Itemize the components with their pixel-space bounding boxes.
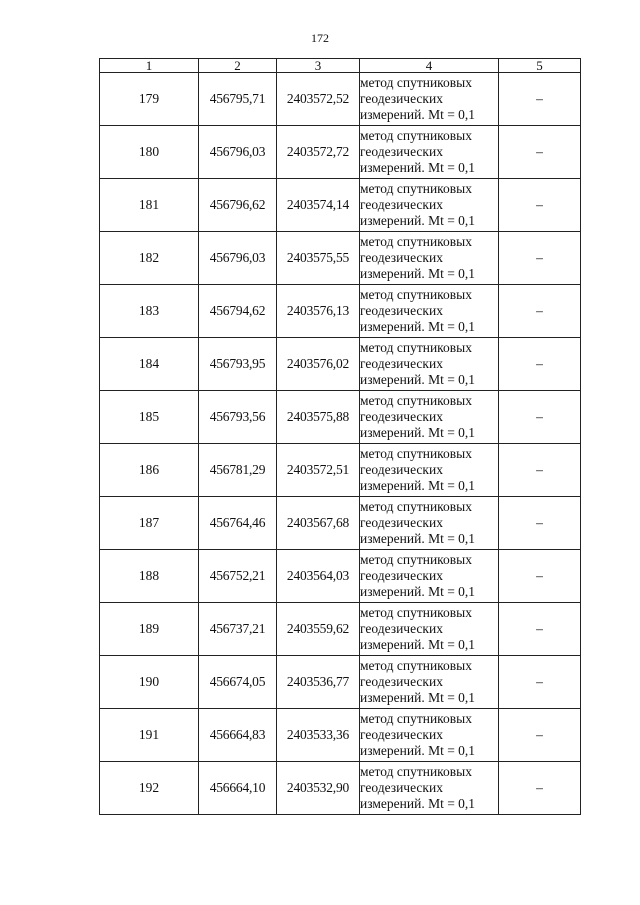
x-coordinate-cell: 456764,46	[199, 497, 277, 550]
method-cell	[360, 179, 499, 232]
method-line: метод спутниковых	[360, 446, 472, 461]
method-line: геодезических	[360, 356, 443, 371]
note-cell: –	[499, 73, 581, 126]
note-cell: –	[499, 391, 581, 444]
point-number-cell: 187	[100, 497, 199, 550]
point-number-cell: 188	[100, 550, 199, 603]
method-line: метод спутниковых	[360, 499, 472, 514]
header-row	[100, 59, 581, 73]
header-col-2: 2	[199, 59, 277, 73]
method-line: метод спутниковых	[360, 128, 472, 143]
method-line: метод спутниковых	[360, 711, 472, 726]
point-number-cell: 182	[100, 232, 199, 285]
method-line: геодезических	[360, 515, 443, 530]
table-row	[100, 603, 581, 656]
method-line: измерений. Mt = 0,1	[360, 160, 476, 175]
point-number-cell: 179	[100, 73, 199, 126]
point-number-cell: 181	[100, 179, 199, 232]
page-number: 172	[311, 31, 329, 45]
method-line: геодезических	[360, 197, 443, 212]
method-cell	[360, 232, 499, 285]
method-line: измерений. Mt = 0,1	[360, 266, 476, 281]
method-line: метод спутниковых	[360, 181, 472, 196]
y-coordinate-cell: 2403532,90	[277, 762, 360, 815]
method-line: геодезических	[360, 91, 443, 106]
method-line: измерений. Mt = 0,1	[360, 743, 476, 758]
method-cell	[360, 391, 499, 444]
note-cell: –	[499, 444, 581, 497]
point-number-cell: 185	[100, 391, 199, 444]
x-coordinate-cell: 456674,05	[199, 656, 277, 709]
table-body	[100, 73, 581, 815]
method-line: измерений. Mt = 0,1	[360, 690, 476, 705]
method-line: измерений. Mt = 0,1	[360, 584, 476, 599]
point-number-cell: 186	[100, 444, 199, 497]
note-cell: –	[499, 709, 581, 762]
note-cell: –	[499, 603, 581, 656]
x-coordinate-cell: 456794,62	[199, 285, 277, 338]
y-coordinate-cell: 2403575,88	[277, 391, 360, 444]
y-coordinate-cell: 2403572,51	[277, 444, 360, 497]
note-cell: –	[499, 762, 581, 815]
y-coordinate-cell: 2403574,14	[277, 179, 360, 232]
method-cell	[360, 285, 499, 338]
table-row	[100, 391, 581, 444]
method-cell	[360, 550, 499, 603]
method-cell	[360, 444, 499, 497]
method-line: геодезических	[360, 568, 443, 583]
method-line: измерений. Mt = 0,1	[360, 531, 476, 546]
point-number-cell: 189	[100, 603, 199, 656]
x-coordinate-cell: 456796,62	[199, 179, 277, 232]
method-line: метод спутниковых	[360, 605, 472, 620]
note-cell: –	[499, 179, 581, 232]
note-cell: –	[499, 126, 581, 179]
table-row	[100, 232, 581, 285]
method-line: геодезических	[360, 303, 443, 318]
method-line: измерений. Mt = 0,1	[360, 319, 476, 334]
method-line: метод спутниковых	[360, 764, 472, 779]
method-line: геодезических	[360, 674, 443, 689]
method-line: измерений. Mt = 0,1	[360, 372, 476, 387]
method-line: метод спутниковых	[360, 287, 472, 302]
note-cell: –	[499, 550, 581, 603]
table-row	[100, 709, 581, 762]
note-cell: –	[499, 497, 581, 550]
method-line: геодезических	[360, 462, 443, 477]
header-col-5: 5	[499, 59, 581, 73]
method-line: измерений. Mt = 0,1	[360, 213, 476, 228]
y-coordinate-cell: 2403572,72	[277, 126, 360, 179]
y-coordinate-cell: 2403536,77	[277, 656, 360, 709]
method-line: геодезических	[360, 780, 443, 795]
x-coordinate-cell: 456664,10	[199, 762, 277, 815]
method-line: метод спутниковых	[360, 340, 472, 355]
method-cell	[360, 709, 499, 762]
method-line: геодезических	[360, 250, 443, 265]
point-number-cell: 190	[100, 656, 199, 709]
coordinates-table	[99, 58, 581, 815]
note-cell: –	[499, 232, 581, 285]
y-coordinate-cell: 2403533,36	[277, 709, 360, 762]
x-coordinate-cell: 456737,21	[199, 603, 277, 656]
method-line: геодезических	[360, 727, 443, 742]
header-col-4: 4	[360, 59, 499, 73]
point-number-cell: 192	[100, 762, 199, 815]
method-line: метод спутниковых	[360, 234, 472, 249]
y-coordinate-cell: 2403576,13	[277, 285, 360, 338]
method-line: метод спутниковых	[360, 393, 472, 408]
table-row	[100, 338, 581, 391]
x-coordinate-cell: 456796,03	[199, 126, 277, 179]
note-cell: –	[499, 338, 581, 391]
method-line: измерений. Mt = 0,1	[360, 107, 476, 122]
method-line: измерений. Mt = 0,1	[360, 478, 476, 493]
method-cell	[360, 73, 499, 126]
y-coordinate-cell: 2403559,62	[277, 603, 360, 656]
x-coordinate-cell: 456793,95	[199, 338, 277, 391]
method-line: метод спутниковых	[360, 75, 472, 90]
x-coordinate-cell: 456664,83	[199, 709, 277, 762]
point-number-cell: 184	[100, 338, 199, 391]
method-cell	[360, 126, 499, 179]
y-coordinate-cell: 2403567,68	[277, 497, 360, 550]
method-line: измерений. Mt = 0,1	[360, 796, 476, 811]
x-coordinate-cell: 456793,56	[199, 391, 277, 444]
table-row	[100, 656, 581, 709]
method-cell	[360, 603, 499, 656]
method-line: метод спутниковых	[360, 552, 472, 567]
method-line: измерений. Mt = 0,1	[360, 637, 476, 652]
point-number-cell: 183	[100, 285, 199, 338]
method-cell	[360, 338, 499, 391]
y-coordinate-cell: 2403564,03	[277, 550, 360, 603]
x-coordinate-cell: 456795,71	[199, 73, 277, 126]
method-line: геодезических	[360, 621, 443, 636]
table-row	[100, 444, 581, 497]
table-row	[100, 550, 581, 603]
method-cell	[360, 497, 499, 550]
method-line: измерений. Mt = 0,1	[360, 425, 476, 440]
method-line: геодезических	[360, 409, 443, 424]
method-line: геодезических	[360, 144, 443, 159]
table-row	[100, 497, 581, 550]
method-cell	[360, 656, 499, 709]
x-coordinate-cell: 456796,03	[199, 232, 277, 285]
x-coordinate-cell: 456752,21	[199, 550, 277, 603]
table-header	[100, 59, 581, 73]
table-row	[100, 73, 581, 126]
method-cell	[360, 762, 499, 815]
y-coordinate-cell: 2403575,55	[277, 232, 360, 285]
y-coordinate-cell: 2403572,52	[277, 73, 360, 126]
table-row	[100, 285, 581, 338]
header-col-3: 3	[277, 59, 360, 73]
point-number-cell: 191	[100, 709, 199, 762]
table-row	[100, 762, 581, 815]
table-row	[100, 179, 581, 232]
note-cell: –	[499, 285, 581, 338]
point-number-cell: 180	[100, 126, 199, 179]
method-line: метод спутниковых	[360, 658, 472, 673]
header-col-1: 1	[100, 59, 199, 73]
x-coordinate-cell: 456781,29	[199, 444, 277, 497]
y-coordinate-cell: 2403576,02	[277, 338, 360, 391]
table-row	[100, 126, 581, 179]
note-cell: –	[499, 656, 581, 709]
